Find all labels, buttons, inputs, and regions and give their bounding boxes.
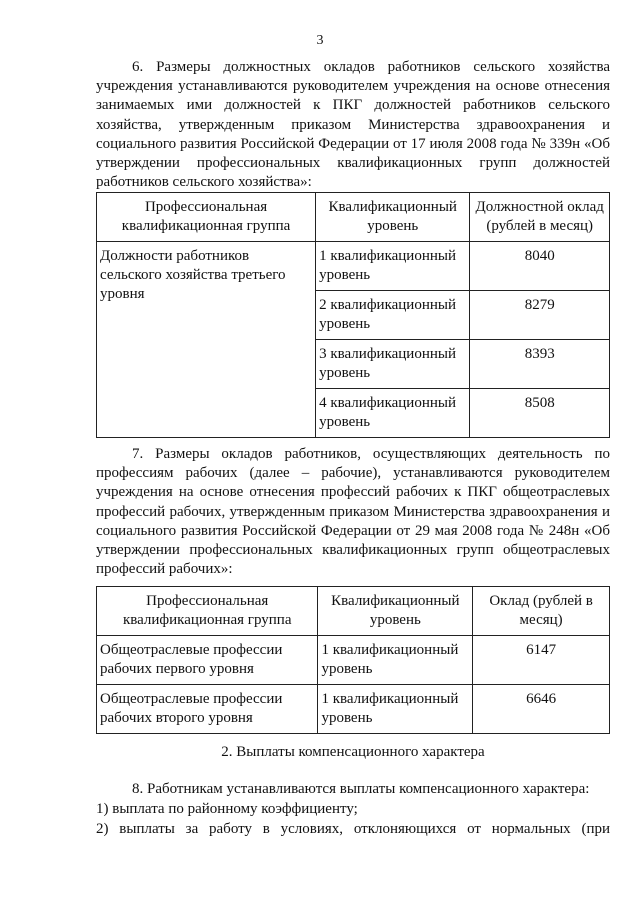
table-row <box>97 242 610 291</box>
salary-cell: 6646 <box>473 685 610 734</box>
page-number: 3 <box>316 33 324 48</box>
table-header-row <box>97 193 610 242</box>
level-cell: 2 квалификационный уровень <box>316 291 470 340</box>
header-group: Профессиональная квалификационная группа <box>97 193 316 242</box>
salary-cell: 8508 <box>470 389 610 438</box>
salary-cell: 8040 <box>470 242 610 291</box>
section-2-title: 2. Выплаты компенсационного характера <box>221 744 485 760</box>
table-header-row <box>97 587 610 636</box>
level-cell: 1 квалификационный уровень <box>318 636 473 685</box>
salary-cell: 8393 <box>470 340 610 389</box>
header-salary: Оклад (рублей в месяц) <box>473 587 610 636</box>
salary-cell: 8279 <box>470 291 610 340</box>
paragraph-7: 7. Размеры окладов работников, осуществляющих деятельность по профессиям рабочих (далее – рабочие), устанавливаются руководителем учреждения на основе отнесения профессий рабочих к ПКГ общеотраслевых профессий рабочих, утвержденным приказом Министерства здравоохранения и социального развития Российской Федерации от 29 мая 2008 года № 248н «Об утверждении профессиональных квалификационных групп общеотраслевых профессий рабочих»: <box>96 446 610 578</box>
level-cell: 1 квалификационный уровень <box>318 685 473 734</box>
paragraph-6: 6. Размеры должностных окладов работников сельского хозяйства учреждения устанавливаются руководителем учреждения на основе отнесения занимаемых ими должностей к ПКГ должностей работников сельского хозяйства, утвержденным приказом Министерства здравоохранения и социального развития Российской Федерации от 17 июля 2008 года № 339н «Об утверждении профессиональных квалификационных групп должностей работников сельского хозяйства»: <box>96 59 610 191</box>
paragraph-8-line-1: 8. Работникам устанавливаются выплаты компенсационного характера: <box>132 781 590 797</box>
header-level: Квалификационный уровень <box>318 587 473 636</box>
group-cell: Общеотраслевые профессии рабочих первого уровня <box>97 636 318 685</box>
group-cell: Должности работников сельского хозяйства третьего уровня <box>97 242 316 438</box>
table-row <box>97 685 610 734</box>
table-worker-salaries <box>96 586 610 734</box>
level-cell: 3 квалификационный уровень <box>316 340 470 389</box>
level-cell: 1 квалификационный уровень <box>316 242 470 291</box>
header-salary: Должностной оклад (рублей в месяц) <box>470 193 610 242</box>
paragraph-8 <box>96 779 610 839</box>
header-group: Профессиональная квалификационная группа <box>97 587 318 636</box>
table-row <box>97 636 610 685</box>
paragraph-8-line-2: 1) выплата по районному коэффициенту; <box>96 801 358 817</box>
group-cell: Общеотраслевые профессии рабочих второго уровня <box>97 685 318 734</box>
level-cell: 4 квалификационный уровень <box>316 389 470 438</box>
header-level: Квалификационный уровень <box>316 193 470 242</box>
salary-cell: 6147 <box>473 636 610 685</box>
paragraph-8-line-3: 2) выплаты за работу в условиях, отклоняющихся от нормальных (при <box>96 821 610 837</box>
table-agriculture-salaries <box>96 192 610 438</box>
